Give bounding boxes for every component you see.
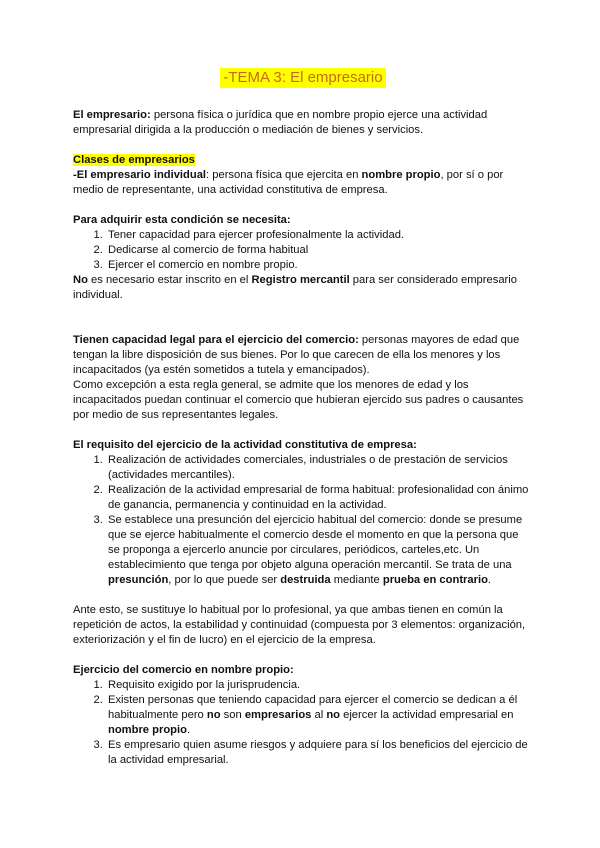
np-item2-bold-3: no: [326, 709, 340, 721]
condicion-list: [73, 228, 533, 273]
np-item2-bold-1: no: [206, 709, 221, 721]
list-item: 1. Realización de actividades comerciales, industriales o de prestación de servicios (actividades mercantiles).: [106, 453, 533, 483]
condicion-note: [73, 273, 533, 303]
np-item2-text-1: Existen personas que teniendo capacidad para ejercer el comercio se dedican a él habitualmente pero: [108, 694, 518, 721]
list-item: 1. Requisito exigido por la jurisprudencia.: [106, 678, 533, 693]
np-item2-text-5: .: [186, 724, 191, 736]
capacidad-paragraph: [73, 333, 533, 378]
np-item2-bold-2: empresarios: [244, 709, 312, 721]
definition-paragraph: [73, 108, 533, 138]
individual-text-2: , por sí o por medio de representante, una actividad constitutiva de empresa.: [73, 169, 504, 196]
definition-text: persona física o jurídica que en nombre propio ejerce una actividad empresarial dirigida a la producción o mediación de bienes y servicios.: [73, 109, 488, 136]
item3-text-1: Se establece una presunción del ejercicio habitual del comercio: donde se presume que se ejerce habitualmente el comercio desde el momento en que la persona que se proponga a ejercerlo anuncie por circulares, periódicos, carteles,etc. Un establecimiento que tenga por objeto alguna operación mercantil. Se trata de una: [108, 514, 523, 571]
note-bold: Registro mercantil: [251, 274, 350, 286]
np-item2-bold-4: nombre propio: [108, 724, 187, 736]
nombre-propio-heading: [73, 663, 533, 678]
capacidad-term: Tienen capacidad legal para el ejercicio del comercio:: [73, 334, 359, 346]
individual-paragraph: [73, 168, 533, 198]
list-item: 1. Tener capacidad para ejercer profesionalmente la actividad.: [106, 228, 533, 243]
nombre-propio-list: [73, 678, 533, 768]
list-item: 3. Es empresario quien asume riesgos y adquiere para sí los beneficios del ejercicio de la actividad empresarial.: [106, 738, 533, 768]
item3-text-4: .: [487, 574, 492, 586]
list-item: 3. Ejercer el comercio en nombre propio.: [106, 258, 533, 273]
np-item2-text-3: al: [311, 709, 327, 721]
profesional-paragraph: Ante esto, se sustituye lo habitual por lo profesional, ya que ambas tienen en común la repetición de actos, la estabilidad y continuidad (compuesta por 3 elementos: organización, exteriorización y el fin de lucro) en el ejercicio de la empresa.: [73, 604, 526, 646]
note-text-2: para ser considerado empresario individual.: [73, 274, 517, 301]
item3-text-2: , por lo que puede ser: [168, 574, 281, 586]
individual-text-1: : persona física que ejercita en: [206, 169, 362, 181]
definition-term: El empresario:: [73, 109, 151, 121]
list-item: [106, 513, 533, 588]
clases-heading-text: Clases de empresarios: [73, 154, 195, 166]
condicion-heading-text: Para adquirir esta condición se necesita:: [73, 214, 291, 226]
nombre-propio-heading-text: Ejercicio del comercio en nombre propio:: [73, 664, 294, 676]
note-text-1: es necesario estar inscrito en el: [87, 274, 252, 286]
requisito-heading-text: El requisito del ejercicio de la actividad constitutiva de empresa:: [73, 439, 417, 451]
np-item2-text-4: ejercer la actividad empresarial en: [339, 709, 514, 721]
np-item2-text-2: son: [220, 709, 245, 721]
document-page: [73, 68, 533, 768]
item3-text-3: mediante: [330, 574, 383, 586]
capacidad-text: personas mayores de edad que tengan la libre disposición de sus bienes. Por lo que carecen de ella los menores y los incapacitados (ya estén sometidos a tutela y emancipados).: [73, 334, 520, 376]
title-container: [73, 68, 533, 88]
item3-bold-2: destruida: [280, 574, 331, 586]
item3-bold-3: prueba en contrario: [382, 574, 488, 586]
condicion-heading: [73, 213, 533, 228]
individual-term: -El empresario individual: [73, 169, 207, 181]
note-no: No: [73, 274, 88, 286]
item3-bold-1: presunción: [108, 574, 169, 586]
clases-heading: [73, 153, 533, 168]
list-item: [106, 693, 533, 738]
list-item: 2. Dedicarse al comercio de forma habitual: [106, 243, 533, 258]
requisito-heading: [73, 438, 533, 453]
requisito-list: [73, 453, 533, 588]
document-title: -TEMA 3: El empresario: [220, 68, 385, 88]
capacidad-exception: Como excepción a esta regla general, se admite que los menores de edad y los incapacitados puedan continuar el comercio que hubieran ejercido sus padres o causantes por medio de sus representantes legales.: [73, 379, 524, 421]
individual-bold: nombre propio: [361, 169, 441, 181]
list-item: 2. Realización de la actividad empresarial de forma habitual: profesionalidad con ánimo de ganancia, permanencia y continuidad en la actividad.: [106, 483, 533, 513]
